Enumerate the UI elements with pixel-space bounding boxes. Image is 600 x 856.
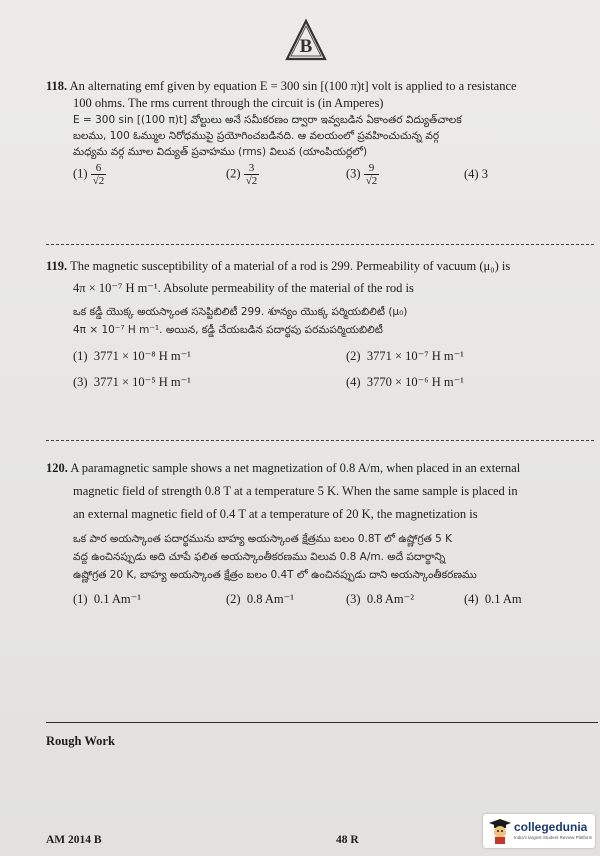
brand-tagline: India's largest Student Review Platform: [514, 835, 593, 840]
option-4[interactable]: (4) 3: [464, 167, 488, 181]
collegedunia-watermark: [483, 814, 595, 848]
option-1[interactable]: (1) $\frac{6}{√2}$: [73, 162, 105, 187]
brand-name: collegedunia: [514, 820, 588, 834]
question-text-telugu: ఒక పార అయస్కాంత పదార్థమును బాహ్య అయస్కాంత క్షేత్రము బలం 0.8T లో ఉష్ణోగ్రత 5 K: [73, 533, 453, 545]
booklet-code-badge: [284, 18, 328, 62]
question-text: The magnetic susceptibility of a material of a rod is 299. Permeability of vacuum (μ₀) is: [70, 259, 511, 273]
option-3[interactable]: (3) $\frac{9}{√2}$: [346, 162, 378, 187]
question-text: An alternating emf given by equation E = 300 sin [(100 π)t] volt is applied to a resistance: [69, 79, 517, 93]
question-120: [46, 460, 596, 623]
question-text-telugu: వద్ద ఉంచినప్పుడు అది చూపే ఫలిత అయస్కాంతీకరణము విలువ 0.8 A/m. అదే పదార్థాన్ని: [73, 551, 446, 563]
question-text-telugu: బలము, 100 ఓమ్ముల నిరోధముపై ప్రయోగించబడినది. ఆ వలయంలో ప్రవహించుచున్న వర్గ: [73, 130, 440, 142]
question-divider: [46, 244, 594, 245]
question-text-telugu: 4π × 10⁻⁷ H m⁻¹. అయిన, కడ్డీ చేయబడిన పదార్థపు పరమపర్మియబిలిటీ: [73, 324, 383, 336]
question-number: 118.: [46, 79, 68, 93]
question-divider: [46, 440, 594, 441]
question-text-telugu: ఉష్ణోగ్రత 20 K, బాహ్య అయస్కాంత క్షేత్రం బలం 0.4T లో ఉంచినప్పుడు దాని అయస్కాంతీకరణము: [73, 569, 477, 581]
question-text: an external magnetic field of 0.4 T at a temperature of 20 K, the magnetization is: [73, 507, 478, 521]
option-2[interactable]: (2) $\frac{3}{√2}$: [226, 162, 258, 187]
rough-work-label: Rough Work: [46, 734, 115, 748]
question-text: 100 ohms. The rms current through the circuit is (in Amperes): [73, 96, 384, 110]
option-1[interactable]: (1) 3771 × 10⁻⁸ H m⁻¹: [73, 349, 191, 363]
footer-code: AM 2014 B: [46, 834, 102, 846]
question-119: [46, 258, 596, 408]
booklet-letter: B: [299, 36, 313, 57]
option-3[interactable]: (3) 0.8 Am⁻²: [346, 592, 414, 606]
question-number: 120.: [46, 461, 68, 475]
question-text-telugu: ఒక కడ్డీ యొక్క అయస్కాంత ససెప్టిబిలిటీ 299. శూన్యం యొక్క పర్మియబిలిటీ (μ₀): [73, 306, 408, 318]
graduate-icon: [488, 818, 512, 844]
question-text: 4π × 10⁻⁷ H m⁻¹. Absolute permeability of the material of the rod is: [73, 281, 414, 295]
options: [46, 348, 596, 408]
option-2[interactable]: (2) 3771 × 10⁻⁷ H m⁻¹: [346, 349, 464, 363]
option-4[interactable]: (4) 0.1 Am: [464, 592, 522, 606]
question-118: [46, 78, 596, 194]
options: [46, 591, 596, 623]
question-text-telugu: మధ్యమ వర్గ మూల విద్యుత్ ప్రవాహము (rms) విలువ (యాంపియర్లలో): [73, 146, 368, 158]
option-2[interactable]: (2) 0.8 Am⁻¹: [226, 592, 294, 606]
options: [46, 162, 596, 194]
option-1[interactable]: (1) 0.1 Am⁻¹: [73, 592, 141, 606]
question-text: magnetic field of strength 0.8 T at a temperature 5 K. When the same sample is placed in: [73, 484, 518, 498]
rough-work-divider: [46, 722, 598, 723]
page-number: 48 R: [336, 834, 359, 846]
question-number: 119.: [46, 259, 68, 273]
question-text-telugu: E = 300 sin [(100 π)t] వోల్టులు అనే సమీకరణం ద్వారా ఇవ్వబడిన ఏకాంతర విద్యుత్‌చాలక: [73, 114, 462, 126]
option-3[interactable]: (3) 3771 × 10⁻⁵ H m⁻¹: [73, 375, 191, 389]
question-text: A paramagnetic sample shows a net magnetization of 0.8 A/m, when placed in an external: [70, 461, 521, 475]
option-4[interactable]: (4) 3770 × 10⁻⁶ H m⁻¹: [346, 375, 464, 389]
